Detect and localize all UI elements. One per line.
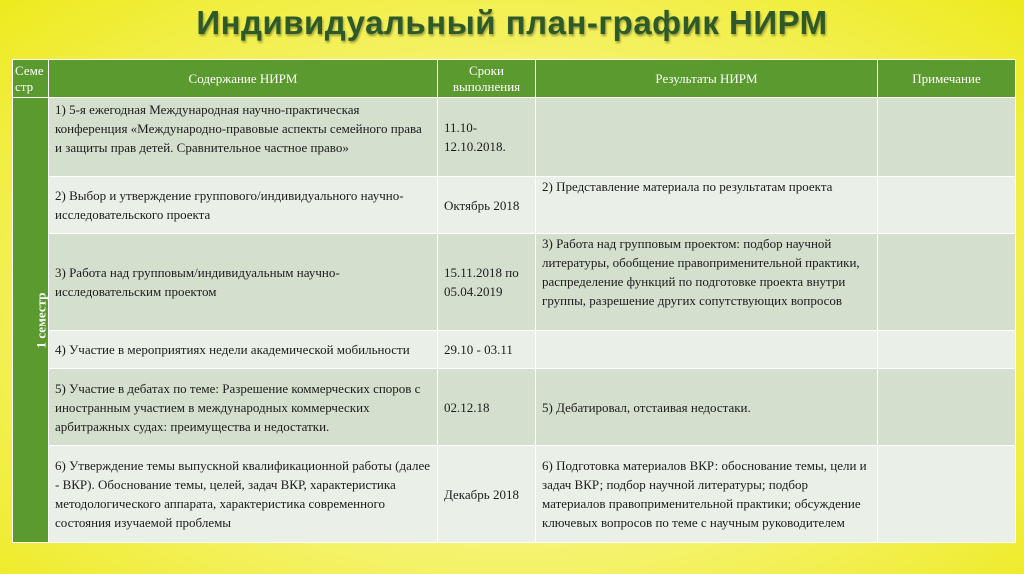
row-notes (878, 98, 1016, 177)
row-dates: 15.11.2018 по 05.04.2019 (438, 234, 536, 331)
row-notes (878, 446, 1016, 543)
header-content: Содержание НИРМ (49, 60, 438, 98)
row-notes (878, 177, 1016, 234)
row-results: 5) Дебатировал, отстаивая недостаки. (536, 369, 878, 446)
row-dates: Октябрь 2018 (438, 177, 536, 234)
row-results: 6) Подготовка материалов ВКР: обоснование темы, цели и задач ВКР; подбор научной литературы; подбор материалов правоприменительной практики; обсуждение ключевых вопросов по теме с научным руководителем (536, 446, 878, 543)
page-title: Индивидуальный план-график НИРМ (196, 4, 828, 41)
table-row (13, 446, 1016, 543)
row-notes (878, 331, 1016, 369)
row-dates: 29.10 - 03.11 (438, 331, 536, 369)
row-content: 4) Участие в мероприятиях недели академической мобильности (49, 331, 438, 369)
header-results: Результаты НИРМ (536, 60, 878, 98)
row-content: 3) Работа над групповым/индивидуальным научно-исследовательским проектом (49, 234, 438, 331)
table-row (13, 98, 1016, 177)
header-dates: Сроки выполнения (438, 60, 536, 98)
row-results (536, 331, 878, 369)
table-row (13, 369, 1016, 446)
row-dates: 02.12.18 (438, 369, 536, 446)
row-dates: Декабрь 2018 (438, 446, 536, 543)
plan-table (12, 59, 1016, 543)
header-semester: Семе стр (13, 60, 49, 98)
row-content: 2) Выбор и утверждение группового/индивидуального научно-исследовательского проекта (49, 177, 438, 234)
table-header-row (13, 60, 1016, 98)
row-results: 3) Работа над групповым проектом: подбор научной литературы, обобщение правоприменительной практики, распределение функций по подготовке проекта внутри группы, разрешение других сопутствующих вопросов (536, 234, 878, 331)
row-results (536, 98, 878, 177)
row-notes (878, 234, 1016, 331)
row-results: 2) Представление материала по результатам проекта (536, 177, 878, 234)
row-dates: 11.10-12.10.2018. (438, 98, 536, 177)
row-content: 1) 5-я ежегодная Международная научно-практическая конференция «Международно-правовые аспекты семейного права и защиты прав детей. Сравнительное частное право» (49, 98, 438, 177)
row-notes (878, 369, 1016, 446)
row-content: 6) Утверждение темы выпускной квалификационной работы (далее - ВКР). Обоснование темы, целей, задач ВКР, характеристика методологического аппарата, характеристика современного состояния изучаемой проблемы (49, 446, 438, 543)
table-row (13, 234, 1016, 331)
row-content: 5) Участие в дебатах по теме: Разрешение коммерческих споров с иностранным участием в международных коммерческих арбитражных судах: преимущества и недостатки. (49, 369, 438, 446)
table-row (13, 177, 1016, 234)
header-notes: Примечание (878, 60, 1016, 98)
semester-cell (13, 98, 49, 543)
table-row (13, 331, 1016, 369)
semester-label: 1 семестр (33, 292, 49, 348)
